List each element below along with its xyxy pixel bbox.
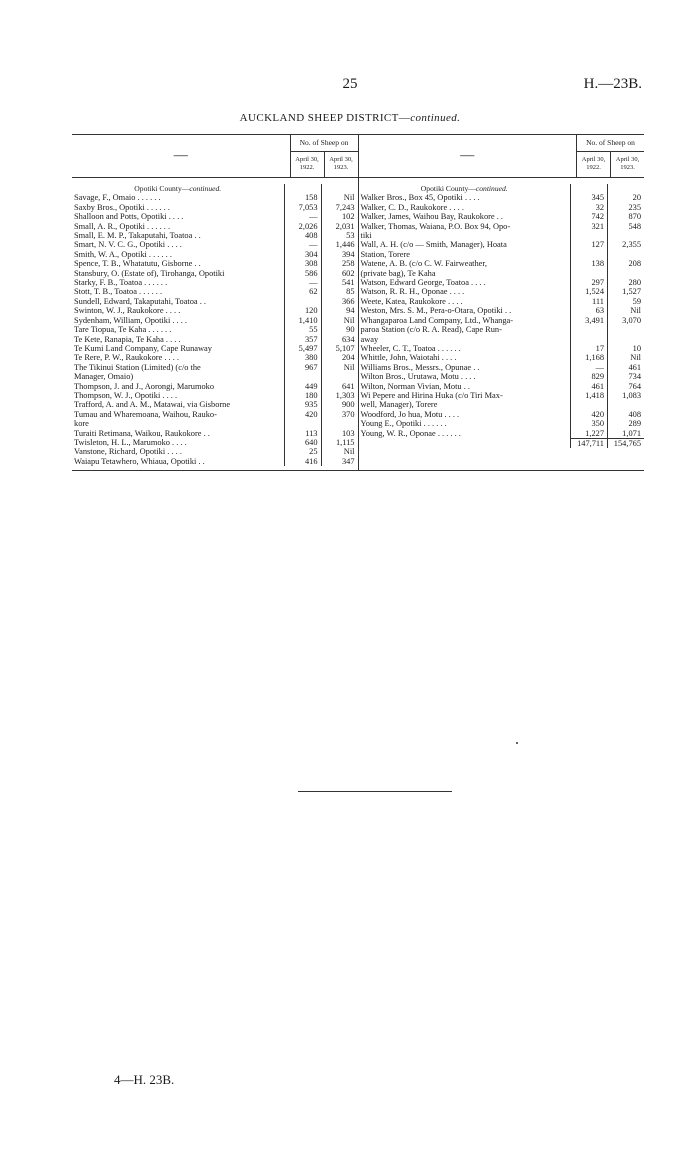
sheep-1923: 900 xyxy=(321,400,358,409)
sheep-1923: 208 xyxy=(607,259,644,268)
total-row xyxy=(359,438,645,448)
sheep-1922: 5,497 xyxy=(284,344,321,353)
sheep-1922: 304 xyxy=(284,250,321,259)
sheep-1923 xyxy=(607,400,644,409)
table-row xyxy=(359,222,645,231)
table-row xyxy=(359,193,645,202)
name-column-header: — xyxy=(460,148,475,163)
owner-name: Watson, R. R. H., Oponae . . . . xyxy=(360,287,465,297)
sheep-1922: 345 xyxy=(570,193,607,202)
sheep-1923: 1,071 xyxy=(607,429,644,438)
section-heading xyxy=(359,184,645,193)
owner-name: Wall, A. H. (c/o — Smith, Manager), Hoata xyxy=(360,240,507,250)
owner-name: Wi Pepere and Hirina Huka (c/o Tiri Max- xyxy=(360,390,503,400)
sheep-1923: 370 xyxy=(321,410,358,419)
sheep-1922: 127 xyxy=(570,240,607,249)
sheep-count-header xyxy=(290,135,358,177)
sheep-1923: 870 xyxy=(607,212,644,221)
table-row xyxy=(359,400,645,409)
sheep-1922 xyxy=(284,419,321,428)
sheep-1923: 102 xyxy=(321,212,358,221)
table-row xyxy=(72,269,358,278)
table-row xyxy=(72,306,358,315)
owner-name: Saxby Bros., Opotiki . . . . . . xyxy=(74,202,170,212)
sheep-1922: 586 xyxy=(284,269,321,278)
sheep-1923: 94 xyxy=(321,306,358,315)
sheep-1922 xyxy=(284,372,321,381)
sheep-1923: 85 xyxy=(321,287,358,296)
section-heading-text xyxy=(359,184,571,193)
table-row xyxy=(72,212,358,221)
sheep-1922: 449 xyxy=(284,382,321,391)
owner-name: Turaiti Retimana, Waikou, Raukokore . . xyxy=(74,428,210,438)
col-1922-header: April 30, 1922. xyxy=(581,156,606,171)
owner-name: Small, A. R., Opotiki . . . . . . xyxy=(74,221,171,231)
sheep-1922: 1,524 xyxy=(570,287,607,296)
owner-name: Station, Torere xyxy=(360,249,410,259)
sheep-1922: 742 xyxy=(570,212,607,221)
sheep-1923: 20 xyxy=(607,193,644,202)
table-row xyxy=(359,316,645,325)
table-row xyxy=(72,203,358,212)
owner-name: Te Kete, Ranapia, Te Kaha . . . . xyxy=(74,334,181,344)
cell-1922 xyxy=(570,184,607,193)
owner-name: The Tikinui Station (Limited) (c/o the xyxy=(74,362,201,372)
sheep-1922: — xyxy=(570,363,607,372)
sheep-1922: 158 xyxy=(284,193,321,202)
sheep-1922 xyxy=(570,250,607,259)
table-row xyxy=(72,250,358,259)
sheep-1923: 366 xyxy=(321,297,358,306)
owner-name: Tare Tiopua, Te Kaha . . . . . . xyxy=(74,325,172,335)
sheep-1923: 5,107 xyxy=(321,344,358,353)
table-row xyxy=(72,231,358,240)
table-row xyxy=(72,222,358,231)
sheep-1922: 416 xyxy=(284,457,321,466)
sheep-1923: 3,070 xyxy=(607,316,644,325)
table-row xyxy=(359,325,645,334)
owner-name: Sydenham, William, Opotiki . . . . xyxy=(74,315,188,325)
table-row xyxy=(359,297,645,306)
table-row xyxy=(72,382,358,391)
sheep-1923: 1,446 xyxy=(321,240,358,249)
table-row xyxy=(72,297,358,306)
col-1922-header: April 30, 1922. xyxy=(295,156,319,171)
table-row xyxy=(72,400,358,409)
section-county: Opotiki County— xyxy=(420,184,476,193)
sheep-1923: 541 xyxy=(321,278,358,287)
owner-name: Young E., Opotiki . . . . . . xyxy=(360,419,447,429)
sheep-1922: 935 xyxy=(284,400,321,409)
sheep-1923: 1,303 xyxy=(321,391,358,400)
section-continued: continued. xyxy=(189,184,222,193)
table-header xyxy=(359,135,645,178)
table-row xyxy=(359,306,645,315)
sheep-1923: 90 xyxy=(321,325,358,334)
owner-name: Smith, W. A., Opotiki . . . . . . xyxy=(74,249,172,259)
owner-name: Wilton Bros., Urutawa, Motu . . . . xyxy=(360,372,476,382)
ink-speck xyxy=(516,742,518,744)
sheep-1922: 113 xyxy=(284,429,321,438)
sheep-1923: 235 xyxy=(607,203,644,212)
owner-name: Williams Bros., Messrs., Opunae . . xyxy=(360,362,480,372)
owner-name: Trafford, A. and A. M., Matawai, via Gisborne xyxy=(74,400,231,410)
table-row xyxy=(72,287,358,296)
table-right-half xyxy=(358,135,645,470)
page-footer: 4—H. 23B. xyxy=(114,1072,175,1087)
owner-name: Starky, F. B., Toatoa . . . . . . xyxy=(74,278,168,288)
sheep-1923: 394 xyxy=(321,250,358,259)
sheep-1922: 1,418 xyxy=(570,391,607,400)
owner-name: (private bag), Te Kaha xyxy=(360,268,436,278)
cell-1923 xyxy=(321,184,358,193)
sheep-1923: 204 xyxy=(321,353,358,362)
table-row xyxy=(72,438,358,447)
sheep-1922: 138 xyxy=(570,259,607,268)
owner-name: Te Rere, P. W., Raukokore . . . . xyxy=(74,353,180,363)
owner-name: Watene, A. B. (c/o C. W. Fairweather, xyxy=(360,259,487,269)
table-row xyxy=(72,419,358,428)
sheep-1922: 640 xyxy=(284,438,321,447)
sheep-1922: 55 xyxy=(284,325,321,334)
sheep-1923: 10 xyxy=(607,344,644,353)
title-continued: continued. xyxy=(410,112,461,124)
sheep-1923: 1,115 xyxy=(321,438,358,447)
table-row xyxy=(72,457,358,466)
sheep-1922: 1,227 xyxy=(570,429,607,438)
sheep-1923: 461 xyxy=(607,363,644,372)
sheep-1922: 461 xyxy=(570,382,607,391)
sheep-1923: 2,355 xyxy=(607,240,644,249)
owner-name: Weston, Mrs. S. M., Pera-o-Otara, Opotiki . . xyxy=(360,306,512,316)
owner-name: Spence, T. B., Whatatutu, Gisborne . . xyxy=(74,259,201,269)
sheep-1922: — xyxy=(284,278,321,287)
owner-name: well, Manager), Torere xyxy=(360,400,438,410)
owner-name: Small, E. M. P., Takaputahi, Toatoa . . xyxy=(74,231,201,241)
table-row xyxy=(72,335,358,344)
table-row xyxy=(72,193,358,202)
section-heading xyxy=(72,184,358,193)
name-column-header: — xyxy=(173,148,188,163)
sheep-1922: — xyxy=(284,212,321,221)
table-row xyxy=(72,429,358,438)
sheep-1922: 2,026 xyxy=(284,222,321,231)
sheep-1922: 63 xyxy=(570,306,607,315)
table-row xyxy=(359,353,645,362)
section-heading-text xyxy=(72,184,284,193)
sheep-1923: Nil xyxy=(321,193,358,202)
document-reference: H.—23B. xyxy=(583,76,642,92)
owner-name: Woodford, Jo hua, Motu . . . . xyxy=(360,409,460,419)
owner-name: away xyxy=(360,334,379,344)
sheep-1923: 59 xyxy=(607,297,644,306)
sheep-1922: 7,053 xyxy=(284,203,321,212)
table-row xyxy=(359,410,645,419)
owner-name: paroa Station (c/o R. A. Read), Cape Run- xyxy=(360,325,502,335)
sheep-1922: 297 xyxy=(570,278,607,287)
table-row xyxy=(359,363,645,372)
table-row xyxy=(359,429,645,438)
section-county: Opotiki County— xyxy=(134,184,190,193)
owner-name: Tumau and Wharemoana, Waihou, Rauko- xyxy=(74,409,217,419)
cell-1922 xyxy=(284,184,321,193)
owner-name: Twisleton, H. L., Marumoko . . . . xyxy=(74,437,187,447)
owner-name: Walker, Thomas, Waiana, P.O. Box 94, Opo- xyxy=(360,221,511,231)
sheep-1923: 2,031 xyxy=(321,222,358,231)
sheep-1922: 62 xyxy=(284,287,321,296)
table-row xyxy=(72,240,358,249)
sheep-1923: 634 xyxy=(321,335,358,344)
owner-name: Te Kumi Land Company, Cape Runaway xyxy=(74,343,212,353)
no-of-sheep-header: No. of Sheep on xyxy=(291,135,358,152)
owner-name: Sundell, Edward, Takaputahi, Toatoa . . xyxy=(74,296,207,306)
table-row xyxy=(359,269,645,278)
sheep-1923: 347 xyxy=(321,457,358,466)
sheep-1922: 308 xyxy=(284,259,321,268)
sheep-1922: 420 xyxy=(284,410,321,419)
sheep-1923: 280 xyxy=(607,278,644,287)
owner-name: Young, W. R., Oponae . . . . . . xyxy=(360,428,461,438)
sheep-1922: 357 xyxy=(284,335,321,344)
owner-name: Wilton, Norman Vivian, Motu . . xyxy=(360,381,470,391)
sheep-1923: 154,765 xyxy=(607,438,644,448)
table-header xyxy=(72,135,358,178)
sheep-1923 xyxy=(607,231,644,240)
sheep-1923: 734 xyxy=(607,372,644,381)
table-row xyxy=(359,250,645,259)
sheep-1922 xyxy=(570,231,607,240)
sheep-1923 xyxy=(607,250,644,259)
owner-name: Smart, N. V. C. G., Opotiki . . . . xyxy=(74,240,182,250)
sheep-table xyxy=(72,134,644,471)
sheep-1922 xyxy=(570,400,607,409)
table-row xyxy=(359,335,645,344)
table-row xyxy=(72,344,358,353)
table-row xyxy=(72,372,358,381)
owner-name: Walker Bros., Box 45, Opotiki . . . . xyxy=(360,193,480,203)
sheep-1923: 764 xyxy=(607,382,644,391)
page-title xyxy=(0,112,700,124)
table-row xyxy=(359,231,645,240)
owner-name: tiki xyxy=(360,231,372,241)
cell-1923 xyxy=(607,184,644,193)
owner-name: Savage, F., Omaio . . . . . . xyxy=(74,193,161,203)
sheep-1923 xyxy=(607,269,644,278)
table-row xyxy=(72,353,358,362)
page-number: 25 xyxy=(342,76,358,92)
sheep-1923: 258 xyxy=(321,259,358,268)
sheep-1923: 548 xyxy=(607,222,644,231)
sheep-1922 xyxy=(570,325,607,334)
table-row xyxy=(359,212,645,221)
no-of-sheep-header: No. of Sheep on xyxy=(577,135,644,152)
owner-name: Watson, Edward George, Toatoa . . . . xyxy=(360,278,486,288)
sheep-1922: 147,711 xyxy=(570,438,607,448)
sheep-1922: 350 xyxy=(570,419,607,428)
title-main: AUCKLAND SHEEP DISTRICT— xyxy=(239,112,411,124)
table-left-half xyxy=(72,135,358,470)
table-row xyxy=(72,259,358,268)
col-1923-header: April 30, 1923. xyxy=(324,152,358,177)
owner-name: Shalloon and Potts, Opotiki . . . . xyxy=(74,212,184,222)
table-left-body xyxy=(72,178,358,470)
sheep-1923: 1,083 xyxy=(607,391,644,400)
sheep-count-header xyxy=(576,135,644,177)
sheep-1922: 111 xyxy=(570,297,607,306)
sheep-1923: 103 xyxy=(321,429,358,438)
table-right-body xyxy=(359,178,645,452)
sheep-1923: Nil xyxy=(607,306,644,315)
sheep-1923: 53 xyxy=(321,231,358,240)
sheep-1922 xyxy=(570,335,607,344)
sheep-1922: 120 xyxy=(284,306,321,315)
owner-name: Thompson, W. J., Opotiki . . . . xyxy=(74,390,178,400)
table-row xyxy=(359,344,645,353)
sheep-1922: 3,491 xyxy=(570,316,607,325)
sheep-1922: 321 xyxy=(570,222,607,231)
sheep-1923: 602 xyxy=(321,269,358,278)
table-row xyxy=(359,278,645,287)
table-row xyxy=(359,203,645,212)
sheep-1922: 1,410 xyxy=(284,316,321,325)
owner-name: kore xyxy=(74,419,89,429)
table-row xyxy=(359,391,645,400)
sheep-1922: 380 xyxy=(284,353,321,362)
sheep-1923: 408 xyxy=(607,410,644,419)
owner-name: Walker, James, Waihou Bay, Raukokore . . xyxy=(360,212,504,222)
section-continued: continued. xyxy=(475,184,508,193)
sheep-1922 xyxy=(570,269,607,278)
owner-name: Stott, T. B., Toatoa . . . . . . xyxy=(74,287,163,297)
owner-name xyxy=(359,438,571,448)
owner-name: Thompson, J. and J., Aorongi, Marumoko xyxy=(74,381,215,391)
sheep-1923: Nil xyxy=(321,447,358,456)
sheep-1923: Nil xyxy=(321,316,358,325)
owner-name: Waiapu Tetawhero, Whiaua, Opotiki . . xyxy=(74,456,205,466)
sheep-1922: 967 xyxy=(284,363,321,372)
owner-name: Whittle, John, Waiotahi . . . . xyxy=(360,353,457,363)
owner-name: Weete, Katea, Raukokore . . . . xyxy=(360,296,463,306)
section-divider xyxy=(298,791,452,792)
owner-name: Manager, Omaio) xyxy=(74,372,134,382)
owner-name: Swinton, W. J., Raukokore . . . . xyxy=(74,306,181,316)
table-row xyxy=(72,447,358,456)
sheep-1922: 420 xyxy=(570,410,607,419)
sheep-1923: 1,527 xyxy=(607,287,644,296)
table-row xyxy=(359,287,645,296)
sheep-1923 xyxy=(607,335,644,344)
sheep-1923: Nil xyxy=(321,363,358,372)
sheep-1922: 829 xyxy=(570,372,607,381)
sheep-1922 xyxy=(284,297,321,306)
table-row xyxy=(359,259,645,268)
table-row xyxy=(359,419,645,428)
sheep-1922: 1,168 xyxy=(570,353,607,362)
table-row xyxy=(72,316,358,325)
table-row xyxy=(359,372,645,381)
sheep-1923 xyxy=(321,419,358,428)
table-row xyxy=(72,363,358,372)
sheep-1923: 7,243 xyxy=(321,203,358,212)
col-1923-header: April 30, 1923. xyxy=(610,152,644,177)
table-row xyxy=(72,278,358,287)
sheep-1923: 641 xyxy=(321,382,358,391)
owner-name: Walker, C. D., Raukokore . . . . xyxy=(360,202,464,212)
sheep-1922: — xyxy=(284,240,321,249)
sheep-1923 xyxy=(321,372,358,381)
sheep-1922: 32 xyxy=(570,203,607,212)
table-row xyxy=(359,382,645,391)
table-row xyxy=(72,391,358,400)
table-row xyxy=(72,410,358,419)
owner-name: Vanstone, Richard, Opotiki . . . . xyxy=(74,447,182,457)
sheep-1922: 180 xyxy=(284,391,321,400)
sheep-1923 xyxy=(607,325,644,334)
sheep-1922: 17 xyxy=(570,344,607,353)
sheep-1923: 289 xyxy=(607,419,644,428)
owner-name: Wheeler, C. T., Toatoa . . . . . . xyxy=(360,343,461,353)
owner-name: Whangaparoa Land Company, Ltd., Whanga- xyxy=(360,315,514,325)
table-row xyxy=(359,240,645,249)
sheep-1922: 25 xyxy=(284,447,321,456)
owner-name: Stansbury, O. (Estate of), Tirohanga, Opotiki xyxy=(74,268,225,278)
sheep-1923: Nil xyxy=(607,353,644,362)
table-row xyxy=(72,325,358,334)
sheep-1922: 408 xyxy=(284,231,321,240)
